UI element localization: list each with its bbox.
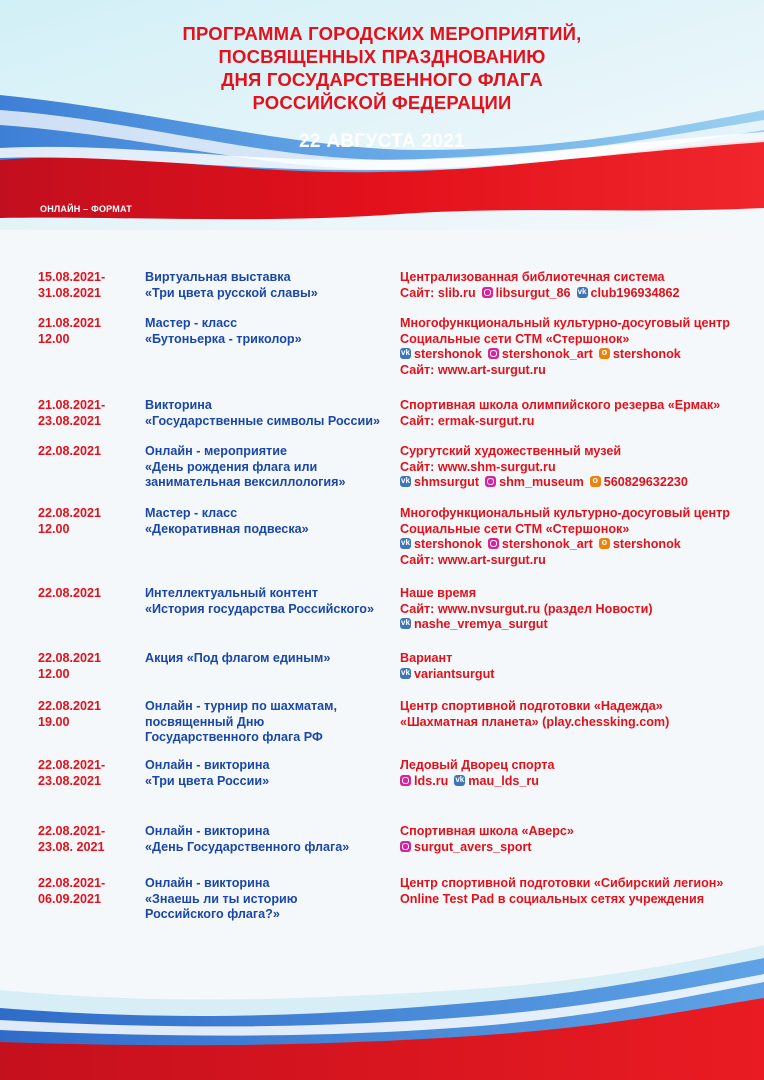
organizer-cell	[400, 398, 720, 429]
event-line: Онлайн - мероприятие	[145, 444, 287, 458]
instagram-icon	[482, 287, 493, 298]
ok-icon	[599, 348, 610, 359]
ok-icon	[590, 476, 601, 487]
social-line	[400, 537, 730, 553]
event-title-cell	[145, 651, 330, 667]
organizer-line: Сайт: ermak-surgut.ru	[400, 413, 535, 428]
organizer-line: Сайт: www.art-surgut.ru	[400, 552, 546, 567]
date-line: 23.08. 2021	[38, 839, 105, 854]
event-title-cell	[145, 586, 374, 617]
organizer-line: Социальные сети СТМ «Стершонок»	[400, 521, 630, 536]
social-line	[400, 774, 554, 790]
social-link[interactable]	[485, 475, 584, 489]
event-date-cell	[38, 586, 101, 602]
date-line: 23.08.2021	[38, 413, 102, 428]
event-line: Интеллектуальный контент	[145, 586, 319, 600]
organizer-line: Централизованная библиотечная система	[400, 270, 665, 284]
social-link[interactable]	[400, 537, 482, 551]
social-handle: stershonok	[612, 347, 681, 362]
vk-icon	[454, 775, 465, 786]
organizer-line: Сайт: www.nvsurgut.ru (раздел Новости)	[400, 601, 653, 616]
event-line: «День рождения флага или	[145, 459, 318, 474]
event-line: «Государственные символы России»	[145, 413, 381, 428]
title-line: РОССИЙСКОЙ ФЕДЕРАЦИИ	[252, 92, 512, 113]
event-line: Государственного флага РФ	[145, 730, 323, 745]
event-line: Онлайн - викторина	[145, 824, 270, 838]
organizer-cell	[400, 270, 679, 301]
social-handle: stershonok	[414, 347, 482, 362]
event-title-cell	[145, 699, 337, 746]
event-line: Онлайн - турнир по шахматам,	[145, 699, 337, 713]
event-title-cell	[145, 444, 346, 491]
date-line: 22.08.2021-	[38, 824, 106, 838]
event-line: Онлайн - викторина	[145, 758, 270, 772]
event-date-cell	[38, 758, 105, 789]
date-line: 22.08.2021	[38, 444, 102, 458]
social-link[interactable]	[488, 347, 593, 361]
organizer-cell	[400, 824, 574, 855]
date-line: 22.08.2021	[38, 586, 102, 600]
social-handle: nashe_vremya_surgut	[414, 617, 548, 632]
organizer-line: Вариант	[400, 651, 453, 665]
social-line	[400, 475, 688, 491]
social-handle: surgut_avers_sport	[414, 839, 532, 854]
organizer-cell	[400, 316, 730, 378]
organizer-line: Сайт: www.art-surgut.ru	[400, 362, 546, 377]
social-handle: lds.ru	[414, 773, 449, 788]
event-title-cell	[145, 758, 269, 789]
date-line: 12.00	[38, 521, 70, 536]
organizer-line: Социальные сети СТМ «Стершонок»	[400, 331, 630, 346]
event-line: Виртуальная выставка	[145, 270, 291, 284]
date-line: 23.08.2021	[38, 773, 102, 788]
date-line: 31.08.2021	[38, 285, 102, 300]
social-line	[400, 617, 653, 633]
organizer-line: Сургутский художественный музей	[400, 444, 622, 458]
instagram-icon	[400, 841, 411, 852]
organizer-cell	[400, 444, 688, 491]
event-line: Российского флага?»	[145, 907, 280, 922]
event-date-cell	[38, 824, 105, 855]
instagram-icon	[400, 775, 411, 786]
event-line: «Три цвета России»	[145, 773, 270, 788]
organizer-line: «Шахматная планета» (play.chessking.com)	[400, 714, 670, 729]
social-line	[400, 840, 574, 856]
organizer-cell	[400, 876, 723, 907]
event-line: Мастер - класс	[145, 316, 238, 330]
event-title-cell	[145, 316, 302, 347]
social-link[interactable]	[488, 537, 593, 551]
event-line: «День Государственного флага»	[145, 839, 350, 854]
social-link[interactable]	[400, 774, 448, 788]
date-line: 15.08.2021-	[38, 270, 106, 284]
event-line: «Декоративная подвеска»	[145, 521, 309, 536]
site-text: Сайт: slib.ru	[400, 285, 476, 300]
event-date-cell	[38, 270, 105, 301]
date-line: 12.00	[38, 331, 70, 346]
organizer-line: Спортивная школа олимпийского резерва «Ермак»	[400, 398, 721, 412]
organizer-line: Центр спортивной подготовки «Сибирский легион»	[400, 876, 724, 890]
date-line: 12.00	[38, 666, 70, 681]
social-link[interactable]	[482, 286, 571, 300]
organizer-line: Многофункциональный культурно-досуговый центр	[400, 316, 730, 330]
organizer-line: Центр спортивной подготовки «Надежда»	[400, 699, 663, 713]
social-handle: 560829632230	[603, 475, 688, 490]
event-date-cell	[38, 444, 101, 460]
social-link[interactable]	[599, 347, 681, 361]
event-title-cell	[145, 876, 298, 923]
social-handle: libsurgut_86	[495, 285, 571, 300]
event-line: «Бутоньерка - триколор»	[145, 331, 302, 346]
organizer-cell	[400, 651, 494, 682]
social-line	[400, 347, 730, 363]
event-line: Мастер - класс	[145, 506, 238, 520]
organizer-cell	[400, 586, 653, 633]
event-date-cell	[38, 506, 101, 537]
event-line: посвященный Дню	[145, 714, 265, 729]
date-line: 22.08.2021-	[38, 876, 106, 890]
organizer-line: Online Test Pad в социальных сетях учреждения	[400, 891, 705, 906]
event-date: 22 АВГУСТА 2021	[299, 131, 465, 152]
social-link[interactable]	[400, 617, 548, 631]
organizer-cell	[400, 699, 669, 730]
date-line: 21.08.2021	[38, 316, 102, 330]
vk-icon	[577, 287, 588, 298]
social-link[interactable]	[400, 475, 479, 489]
social-handle: stershonok	[612, 537, 681, 552]
event-date-cell	[38, 651, 101, 682]
site-social-line	[400, 286, 679, 302]
instagram-icon	[488, 538, 499, 549]
event-line: занимательная вексиллология»	[145, 475, 346, 490]
flag-banner-bottom	[0, 930, 764, 1080]
title-line: ПРОГРАММА ГОРОДСКИХ МЕРОПРИЯТИЙ,	[182, 23, 582, 44]
event-date-cell	[38, 699, 101, 730]
ok-icon	[599, 538, 610, 549]
social-link[interactable]	[454, 774, 539, 788]
vk-icon	[400, 538, 411, 549]
social-line	[400, 667, 494, 683]
event-date-cell	[38, 316, 101, 347]
organizer-line: Спортивная школа «Аверс»	[400, 824, 574, 838]
event-line: Онлайн - викторина	[145, 876, 270, 890]
date-line: 21.08.2021-	[38, 398, 106, 412]
date-line: 22.08.2021-	[38, 758, 106, 772]
vk-icon	[400, 348, 411, 359]
instagram-icon	[488, 348, 499, 359]
social-link[interactable]	[400, 840, 532, 854]
event-title-cell	[145, 270, 318, 301]
social-link[interactable]	[590, 475, 688, 489]
social-handle: stershonok_art	[501, 537, 593, 552]
organizer-cell	[400, 506, 730, 568]
event-line: «Знаешь ли ты историю	[145, 891, 298, 906]
social-link[interactable]	[577, 286, 680, 300]
date-line: 22.08.2021	[38, 651, 102, 665]
title-line: ПОСВЯЩЕННЫХ ПРАЗДНОВАНИЮ	[218, 46, 546, 67]
organizer-line: Многофункциональный культурно-досуговый центр	[400, 506, 730, 520]
social-handle: shmsurgut	[414, 475, 480, 490]
social-handle: shm_museum	[499, 475, 584, 490]
event-line: Викторина	[145, 398, 212, 412]
event-line: Акция «Под флагом единым»	[145, 651, 331, 665]
date-line: 19.00	[38, 714, 70, 729]
date-line: 22.08.2021	[38, 699, 102, 713]
organizer-line: Ледовый Дворец спорта	[400, 758, 555, 772]
social-link[interactable]	[400, 347, 482, 361]
social-handle: variantsurgut	[414, 666, 495, 681]
event-date-cell	[38, 876, 105, 907]
event-line: «История государства Российского»	[145, 601, 374, 616]
event-title-cell	[145, 506, 309, 537]
date-line: 22.08.2021	[38, 506, 102, 520]
social-handle: club196934862	[590, 285, 680, 300]
date-line: 06.09.2021	[38, 891, 102, 906]
vk-icon	[400, 618, 411, 629]
organizer-line: Наше время	[400, 586, 477, 600]
social-link[interactable]	[599, 537, 681, 551]
organizer-cell	[400, 758, 554, 789]
vk-icon	[400, 668, 411, 679]
event-title-cell	[145, 398, 380, 429]
social-handle: mau_lds_ru	[468, 773, 539, 788]
event-title-cell	[145, 824, 349, 855]
event-date-cell	[38, 398, 105, 429]
page-title	[0, 22, 764, 114]
title-line: ДНЯ ГОСУДАРСТВЕННОГО ФЛАГА	[221, 69, 543, 90]
social-link[interactable]	[400, 667, 494, 681]
event-line: «Три цвета русской славы»	[145, 285, 318, 300]
format-label: ОНЛАЙН – ФОРМАТ	[40, 204, 132, 214]
instagram-icon	[485, 476, 496, 487]
social-handle: stershonok_art	[501, 347, 593, 362]
vk-icon	[400, 476, 411, 487]
organizer-line: Сайт: www.shm-surgut.ru	[400, 459, 556, 474]
social-handle: stershonok	[414, 537, 482, 552]
